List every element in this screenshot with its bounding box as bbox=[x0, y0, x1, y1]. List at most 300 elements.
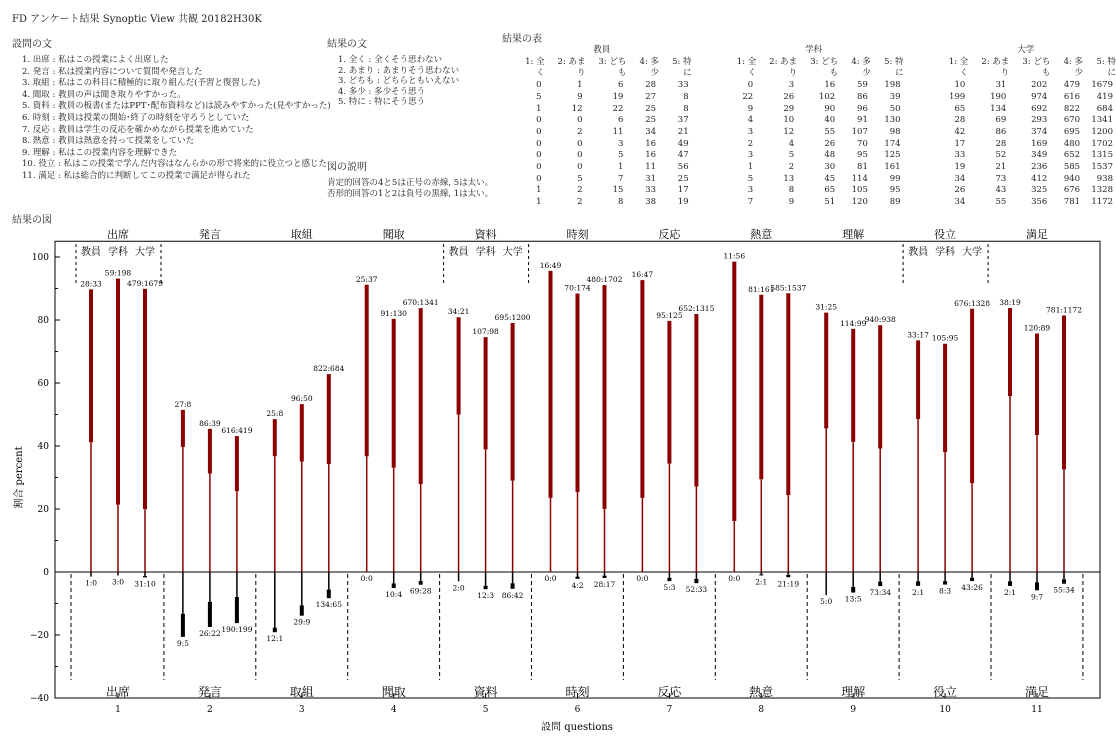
table-cell: 16 bbox=[645, 138, 657, 149]
table-cell: 5 bbox=[577, 173, 583, 184]
table-cell: 19 bbox=[612, 91, 624, 102]
table-cell: 98 bbox=[889, 126, 901, 137]
table-cell: 95 bbox=[889, 185, 901, 196]
table-cell: 10 bbox=[954, 80, 966, 91]
table-cell: 2 bbox=[577, 126, 583, 137]
data-label-positive: 81:161 bbox=[748, 284, 775, 294]
category-label-top: 熱意 bbox=[750, 228, 773, 241]
table-cell: 7 bbox=[747, 197, 754, 208]
table-cell: 29 bbox=[783, 103, 795, 114]
data-label-positive: 27:8 bbox=[174, 399, 192, 409]
data-label-positive: 96:50 bbox=[290, 394, 313, 404]
table-cell: 33 bbox=[954, 150, 966, 161]
table-cell: 1 bbox=[536, 197, 542, 208]
table-cell: 325 bbox=[1031, 185, 1048, 196]
y-tick-label: 100 bbox=[31, 253, 49, 263]
table-cell: 0 bbox=[536, 138, 542, 149]
question-item: 5. 資料 : 教員の板書(またはPPT･配布資料など)は読みやすかった(見やすかった) bbox=[22, 101, 331, 112]
table-group-header: 大学 bbox=[1017, 45, 1035, 55]
question-item: 10. 役立 : 私はこの授業で学んだ内容はなんらかの形で将来的に役立つと感じた bbox=[22, 159, 327, 170]
table-cell: 0 bbox=[577, 138, 583, 149]
legend-label: 教員 bbox=[448, 247, 469, 258]
data-label-negative: 0:0 bbox=[360, 574, 373, 583]
table-cell: 0 bbox=[536, 173, 542, 184]
chart-heading: 結果の図 bbox=[12, 215, 52, 226]
table-cell: 114 bbox=[851, 173, 868, 184]
table-cell: 10 bbox=[783, 115, 795, 126]
table-cell: 0 bbox=[536, 162, 542, 173]
data-label-negative: 0:0 bbox=[636, 574, 649, 583]
table-cell: 12 bbox=[571, 103, 583, 114]
table-cell: 2 bbox=[577, 185, 583, 196]
figure-note: 否形的回答の1と2は負号の黒線, 1は太い。 bbox=[327, 188, 494, 199]
question-item: 8. 熱意 : 教員は熱意を持って授業をしていた bbox=[22, 136, 195, 147]
x-tick-label: 10 bbox=[939, 705, 951, 715]
data-label-negative: 134:65 bbox=[315, 600, 342, 610]
data-label-negative: 26:22 bbox=[199, 628, 221, 638]
table-column-header: 3: どちも bbox=[810, 56, 839, 79]
table-cell: 27 bbox=[645, 91, 657, 102]
table-cell: 21 bbox=[677, 126, 689, 137]
question-item: 11. 満足 : 私は総合的に判断してこの授業で満足が得られた bbox=[22, 170, 251, 181]
category-label-bottom: 役立 bbox=[933, 685, 958, 699]
table-cell: 39 bbox=[889, 91, 901, 102]
table-cell: 1537 bbox=[1091, 162, 1113, 173]
data-label-positive: 114:99 bbox=[840, 318, 867, 328]
table-cell: 65 bbox=[954, 103, 966, 114]
table-cell: 6 bbox=[618, 115, 624, 126]
table-cell: 25 bbox=[645, 103, 657, 114]
table-cell: 34 bbox=[954, 173, 966, 184]
table-cell: 1315 bbox=[1091, 150, 1113, 161]
table-cell: 22 bbox=[612, 103, 624, 114]
x-axis-label: 設問 questions bbox=[541, 722, 613, 733]
y-tick-label: −20 bbox=[30, 631, 49, 641]
table-cell: 22 bbox=[742, 91, 754, 102]
question-item: 4. 聞取 : 教員の声は聞き取りやすかった。 bbox=[22, 89, 186, 100]
y-tick-label: 60 bbox=[37, 379, 49, 389]
x-tick-label: 1 bbox=[115, 705, 121, 715]
table-heading: 結果の表 bbox=[502, 34, 542, 45]
table-cell: 1 bbox=[618, 162, 624, 173]
x-tick-label: 6 bbox=[574, 705, 581, 715]
table-column-header: 2: あまり bbox=[557, 56, 586, 79]
table-cell: 0 bbox=[577, 115, 583, 126]
table-cell: 695 bbox=[1063, 126, 1081, 137]
table-cell: 26 bbox=[783, 91, 795, 102]
table-cell: 59 bbox=[857, 80, 868, 91]
data-label-negative: 0:0 bbox=[544, 574, 557, 583]
table-column-header: 5: 特に bbox=[884, 56, 904, 79]
category-label-top: 理解 bbox=[842, 228, 865, 241]
table-cell: 1 bbox=[536, 185, 542, 196]
table-column-header: 5: 特に bbox=[1096, 56, 1116, 79]
table-column-header: 1: 全く bbox=[525, 56, 545, 79]
data-label-positive: 38:19 bbox=[999, 297, 1021, 307]
table-cell: 16 bbox=[824, 80, 836, 91]
y-tick-label: 0 bbox=[43, 568, 49, 578]
table-cell: 1 bbox=[536, 103, 542, 114]
legend-label: 学科 bbox=[108, 247, 128, 258]
table-cell: 169 bbox=[1031, 138, 1048, 149]
y-tick-label: −40 bbox=[30, 694, 49, 704]
category-label-top: 取組 bbox=[290, 228, 313, 241]
table-cell: 1702 bbox=[1091, 138, 1113, 149]
question-item: 3. 取組 : 私はこの科目に積極的に取り組んだ(予習と復習した) bbox=[22, 78, 261, 89]
table-cell: 0 bbox=[536, 150, 542, 161]
data-label-positive: 670:1341 bbox=[402, 298, 439, 308]
legend-label: 大学 bbox=[962, 247, 983, 258]
data-label-positive: 31:25 bbox=[815, 302, 838, 312]
table-cell: 89 bbox=[889, 197, 901, 208]
category-label-top: 反応 bbox=[658, 228, 681, 241]
x-tick-label: 11 bbox=[1031, 705, 1043, 715]
table-cell: 419 bbox=[1096, 91, 1113, 102]
data-label-negative: 1:0 bbox=[84, 578, 98, 588]
legend-label: 学科 bbox=[475, 247, 496, 258]
table-cell: 52 bbox=[995, 150, 1007, 161]
y-tick-label: 20 bbox=[37, 505, 49, 515]
data-label-positive: 940:938 bbox=[864, 315, 896, 325]
table-cell: 81 bbox=[857, 162, 868, 173]
answer-item: 4. 多少 : 多少そう思う bbox=[338, 86, 426, 97]
table-cell: 56 bbox=[677, 162, 689, 173]
data-label-negative: 10:4 bbox=[385, 590, 403, 600]
x-tick-label: 5 bbox=[482, 705, 489, 715]
table-cell: 33 bbox=[645, 185, 657, 196]
x-tick-label: 3 bbox=[298, 705, 305, 715]
data-label-positive: 25:8 bbox=[266, 409, 284, 419]
category-label-bottom: 取組 bbox=[289, 685, 314, 699]
data-label-negative: 5:3 bbox=[663, 583, 676, 593]
category-label-top: 聞取 bbox=[382, 228, 405, 241]
table-cell: 781 bbox=[1063, 197, 1081, 208]
answer-item: 2. あまり : あまりそう思わない bbox=[338, 65, 460, 76]
table-column-header: 3: どちも bbox=[1022, 56, 1051, 79]
table-column-header: 2: あまり bbox=[769, 56, 798, 79]
table-cell: 0 bbox=[577, 162, 583, 173]
table-cell: 374 bbox=[1031, 126, 1048, 137]
table-cell: 95 bbox=[857, 150, 868, 161]
table-cell: 1172 bbox=[1091, 197, 1113, 208]
legend-label: 大学 bbox=[502, 247, 523, 258]
table-cell: 96 bbox=[857, 103, 868, 114]
question-item: 6. 時刻 : 教員は授業の開始･終了の時刻を守ろうとしていた bbox=[22, 112, 250, 123]
table-cell: 73 bbox=[995, 173, 1007, 184]
question-item: 9. 理解 : 私はこの授業内容を理解できた bbox=[22, 147, 178, 158]
table-cell: 2 bbox=[577, 197, 583, 208]
table-cell: 86 bbox=[995, 126, 1007, 137]
table-cell: 412 bbox=[1031, 173, 1048, 184]
category-label-top: 役立 bbox=[934, 228, 957, 241]
table-cell: 120 bbox=[851, 197, 868, 208]
table-cell: 822 bbox=[1063, 103, 1081, 114]
table-cell: 42 bbox=[954, 126, 966, 137]
data-label-negative: 2:0 bbox=[452, 583, 465, 593]
data-label-negative: 73:34 bbox=[869, 588, 892, 598]
table-group-header: 教員 bbox=[593, 45, 611, 55]
data-label-positive: 70:174 bbox=[564, 283, 591, 293]
data-label-negative: 3:0 bbox=[111, 577, 125, 587]
y-tick-label: 40 bbox=[37, 442, 49, 452]
table-cell: 1679 bbox=[1091, 80, 1113, 91]
data-label-negative: 4:2 bbox=[571, 580, 584, 590]
category-label-bottom: 出席 bbox=[105, 685, 131, 699]
data-label-negative: 29:9 bbox=[293, 617, 311, 627]
data-label-positive: 822:684 bbox=[313, 364, 345, 374]
table-cell: 940 bbox=[1063, 173, 1081, 184]
table-cell: 13 bbox=[783, 173, 795, 184]
table-cell: 1 bbox=[747, 162, 754, 173]
table-cell: 2 bbox=[788, 162, 795, 173]
data-label-negative: 31:10 bbox=[134, 579, 156, 589]
data-label-positive: 33:17 bbox=[907, 330, 929, 340]
category-label-bottom: 反応 bbox=[657, 685, 682, 699]
category-label-bottom: 熱意 bbox=[749, 685, 774, 699]
table-cell: 938 bbox=[1096, 173, 1113, 184]
category-label-bottom: 発言 bbox=[197, 685, 222, 699]
category-label-top: 資料 bbox=[474, 228, 497, 241]
x-tick-label: 7 bbox=[666, 705, 673, 715]
table-cell: 30 bbox=[824, 162, 836, 173]
table-cell: 9 bbox=[788, 197, 795, 208]
data-label-positive: 480:1702 bbox=[586, 275, 623, 285]
data-label-positive: 695:1200 bbox=[494, 312, 531, 322]
table-cell: 0 bbox=[536, 126, 542, 137]
table-cell: 4 bbox=[788, 138, 795, 149]
table-group-header: 学科 bbox=[805, 45, 823, 55]
y-tick-label: 80 bbox=[37, 316, 49, 326]
table-cell: 4 bbox=[747, 115, 754, 126]
data-label-positive: 616:419 bbox=[221, 426, 253, 436]
table-cell: 38 bbox=[645, 197, 657, 208]
table-cell: 16 bbox=[645, 150, 657, 161]
questions-heading: 設問の文 bbox=[12, 39, 52, 50]
data-label-positive: 34:21 bbox=[447, 307, 470, 317]
data-label-positive: 16:49 bbox=[539, 260, 562, 270]
data-label-positive: 781:1172 bbox=[1046, 305, 1082, 315]
table-cell: 105 bbox=[851, 185, 868, 196]
data-label-positive: 95:125 bbox=[656, 310, 683, 320]
table-cell: 107 bbox=[851, 126, 868, 137]
data-label-positive: 91:130 bbox=[380, 308, 407, 318]
x-tick-label: 4 bbox=[390, 705, 397, 715]
table-cell: 19 bbox=[954, 162, 966, 173]
data-label-negative: 190:199 bbox=[221, 625, 253, 635]
x-tick-label: 8 bbox=[758, 705, 765, 715]
table-cell: 9 bbox=[747, 103, 754, 114]
table-cell: 3 bbox=[747, 150, 754, 161]
table-cell: 55 bbox=[995, 197, 1007, 208]
data-label-negative: 2:1 bbox=[912, 587, 925, 597]
data-label-positive: 107:98 bbox=[472, 327, 499, 337]
table-cell: 8 bbox=[683, 103, 689, 114]
table-column-header: 1: 全く bbox=[736, 56, 757, 79]
table-cell: 48 bbox=[824, 150, 836, 161]
table-cell: 31 bbox=[645, 173, 657, 184]
table-cell: 5 bbox=[618, 150, 624, 161]
table-cell: 6 bbox=[618, 80, 624, 91]
data-label-negative: 2:1 bbox=[1003, 587, 1017, 597]
data-label-negative: 55:34 bbox=[1053, 585, 1075, 595]
table-cell: 3 bbox=[788, 80, 795, 91]
legend-label: 学科 bbox=[935, 247, 956, 258]
table-cell: 25 bbox=[677, 173, 689, 184]
data-label-negative: 8:3 bbox=[939, 586, 952, 596]
table-cell: 34 bbox=[954, 197, 966, 208]
data-label-positive: 105:95 bbox=[931, 333, 959, 343]
table-cell: 190 bbox=[990, 91, 1007, 102]
table-cell: 161 bbox=[884, 162, 901, 173]
data-label-negative: 9:7 bbox=[1030, 592, 1044, 602]
table-cell: 174 bbox=[884, 138, 901, 149]
table-cell: 125 bbox=[884, 150, 901, 161]
table-cell: 479 bbox=[1063, 80, 1081, 91]
data-label-negative: 12:3 bbox=[477, 591, 495, 601]
table-cell: 26 bbox=[954, 185, 966, 196]
table-cell: 15 bbox=[612, 185, 624, 196]
table-cell: 676 bbox=[1063, 185, 1081, 196]
table-cell: 12 bbox=[783, 126, 795, 137]
data-label-negative: 69:28 bbox=[409, 586, 432, 596]
table-column-header: 4: 多少 bbox=[851, 56, 871, 79]
question-item: 1. 出席 : 私はこの授業によく出席した bbox=[22, 55, 169, 65]
table-cell: 51 bbox=[824, 197, 836, 208]
table-cell: 0 bbox=[577, 150, 583, 161]
table-cell: 202 bbox=[1031, 80, 1048, 91]
table-cell: 585 bbox=[1063, 162, 1081, 173]
data-label-positive: 16:47 bbox=[631, 270, 654, 280]
table-cell: 8 bbox=[618, 197, 624, 208]
figure-note: 肯定的回答の4と5は正号の赤線, 5は太い。 bbox=[327, 178, 494, 188]
table-cell: 47 bbox=[677, 150, 689, 161]
data-label-positive: 28:33 bbox=[80, 279, 102, 289]
table-cell: 198 bbox=[884, 80, 901, 91]
data-label-positive: 25:37 bbox=[355, 274, 378, 284]
data-label-negative: 0:0 bbox=[728, 574, 741, 583]
table-cell: 9 bbox=[577, 91, 583, 102]
figure-heading: 図の説明 bbox=[327, 162, 367, 173]
table-cell: 5 bbox=[747, 173, 754, 184]
category-label-bottom: 資料 bbox=[473, 685, 498, 699]
table-cell: 49 bbox=[677, 138, 689, 149]
table-cell: 293 bbox=[1031, 115, 1048, 126]
table-cell: 5 bbox=[536, 91, 542, 102]
table-cell: 0 bbox=[536, 115, 542, 126]
data-label-positive: 676:1328 bbox=[954, 298, 991, 308]
table-cell: 2 bbox=[747, 138, 754, 149]
table-cell: 99 bbox=[889, 173, 901, 184]
table-cell: 26 bbox=[824, 138, 836, 149]
table-column-header: 4: 多少 bbox=[1063, 56, 1084, 79]
data-label-negative: 5:0 bbox=[820, 597, 833, 607]
table-column-header: 1: 全く bbox=[948, 56, 969, 79]
y-axis-label: 割合 percent bbox=[14, 446, 25, 509]
table-cell: 356 bbox=[1031, 197, 1048, 208]
data-label-negative: 21:19 bbox=[777, 579, 800, 589]
table-cell: 34 bbox=[645, 126, 657, 137]
data-label-negative: 12:1 bbox=[266, 634, 284, 644]
data-label-positive: 11:56 bbox=[723, 251, 746, 261]
table-cell: 11 bbox=[645, 162, 657, 173]
table-cell: 349 bbox=[1031, 150, 1048, 161]
question-item: 2. 発言 : 私は授業内容について質問や発言した bbox=[22, 66, 203, 77]
table-cell: 90 bbox=[824, 103, 836, 114]
table-cell: 1341 bbox=[1091, 115, 1113, 126]
category-label-bottom: 理解 bbox=[841, 685, 866, 699]
table-cell: 480 bbox=[1063, 138, 1081, 149]
table-cell: 0 bbox=[747, 80, 754, 91]
table-cell: 692 bbox=[1031, 103, 1048, 114]
x-tick-label: 2 bbox=[207, 705, 213, 715]
table-column-header: 3: どちも bbox=[598, 56, 627, 79]
x-tick-label: 9 bbox=[850, 705, 857, 715]
data-label-negative: 43:26 bbox=[961, 583, 983, 593]
table-cell: 19 bbox=[677, 197, 689, 208]
table-cell: 37 bbox=[677, 115, 689, 126]
data-label-positive: 479:1679 bbox=[127, 278, 163, 288]
table-cell: 55 bbox=[824, 126, 836, 137]
table-cell: 652 bbox=[1063, 150, 1081, 161]
data-label-positive: 585:1537 bbox=[770, 283, 807, 293]
table-cell: 616 bbox=[1063, 91, 1081, 102]
table-cell: 31 bbox=[995, 80, 1007, 91]
table-cell: 11 bbox=[612, 126, 624, 137]
category-label-top: 満足 bbox=[1026, 228, 1048, 241]
table-cell: 684 bbox=[1096, 103, 1113, 114]
answer-item: 3. どちも : どちらともいえない bbox=[338, 76, 460, 86]
table-cell: 33 bbox=[677, 80, 689, 91]
table-cell: 102 bbox=[818, 91, 836, 102]
table-cell: 199 bbox=[949, 91, 966, 102]
table-cell: 21 bbox=[995, 162, 1007, 173]
data-label-positive: 86:39 bbox=[199, 418, 221, 428]
table-cell: 65 bbox=[824, 185, 836, 196]
table-cell: 91 bbox=[857, 115, 868, 126]
table-cell: 7 bbox=[618, 173, 624, 184]
table-cell: 8 bbox=[788, 185, 795, 196]
table-cell: 50 bbox=[889, 103, 901, 114]
question-item: 7. 反応 : 教員は学生の反応を確かめながら授業を進めていた bbox=[22, 124, 254, 135]
category-label-top: 出席 bbox=[107, 228, 129, 241]
table-cell: 45 bbox=[824, 173, 836, 184]
table-cell: 28 bbox=[645, 80, 657, 91]
answer-item: 1. 全く : 全くそう思わない bbox=[338, 55, 443, 65]
category-label-bottom: 時刻 bbox=[565, 685, 590, 699]
table-cell: 28 bbox=[954, 115, 966, 126]
data-label-negative: 2:1 bbox=[755, 577, 768, 587]
table-cell: 69 bbox=[995, 115, 1007, 126]
table-cell: 86 bbox=[857, 91, 868, 102]
answer-item: 5. 特に : 特にそう思う bbox=[338, 97, 426, 107]
table-cell: 43 bbox=[995, 185, 1007, 196]
table-cell: 974 bbox=[1031, 91, 1048, 102]
data-label-positive: 652:1315 bbox=[678, 303, 715, 313]
legend-label: 大学 bbox=[135, 247, 155, 258]
legend-label: 教員 bbox=[908, 247, 929, 258]
data-label-negative: 52:33 bbox=[685, 585, 708, 595]
table-cell: 134 bbox=[990, 103, 1007, 114]
page-title: FD アンケート結果 Synoptic View 共観 20182H30K bbox=[12, 14, 262, 25]
category-label-bottom: 満足 bbox=[1024, 685, 1050, 699]
answers-heading: 結果の文 bbox=[327, 39, 367, 50]
table-cell: 1 bbox=[577, 80, 583, 91]
table-cell: 670 bbox=[1063, 115, 1081, 126]
table-cell: 28 bbox=[995, 138, 1007, 149]
table-cell: 3 bbox=[618, 138, 624, 149]
category-label-bottom: 聞取 bbox=[381, 685, 406, 699]
table-cell: 0 bbox=[536, 80, 542, 91]
